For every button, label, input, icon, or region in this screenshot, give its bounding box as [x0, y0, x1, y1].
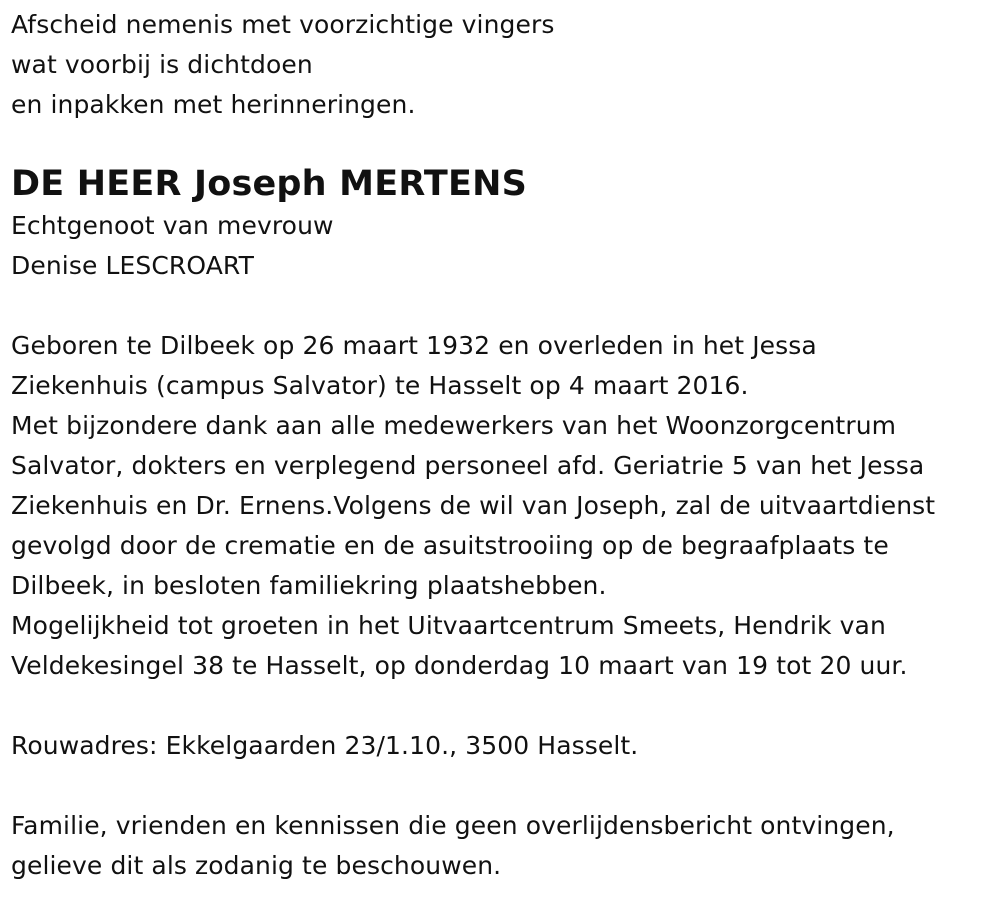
poem — [11, 5, 991, 125]
announcement-line: Veldekesingel 38 te Hasselt, op donderdag 10 maart van 19 tot 20 uur. — [11, 651, 908, 680]
spouse-info — [11, 206, 991, 286]
mourning-address — [11, 726, 991, 766]
announcement-line: Mogelijkheid tot groeten in het Uitvaartcentrum Smeets, Hendrik van — [11, 611, 886, 640]
poem-line: wat voorbij is dichtdoen — [11, 50, 313, 79]
announcement-text — [11, 326, 991, 686]
address-line: Rouwadres: Ekkelgaarden 23/1.10., 3500 Hasselt. — [11, 731, 639, 760]
announcement-line: Geboren te Dilbeek op 26 maart 1932 en overleden in het Jessa — [11, 331, 817, 360]
announcement-line: Salvator, dokters en verplegend personeel afd. Geriatrie 5 van het Jessa — [11, 451, 925, 480]
closing-line: Familie, vrienden en kennissen die geen overlijdensbericht ontvingen, — [11, 811, 895, 840]
announcement-line: Dilbeek, in besloten familiekring plaatshebben. — [11, 571, 607, 600]
spouse-line: Echtgenoot van mevrouw — [11, 211, 334, 240]
poem-line: Afscheid nemenis met voorzichtige vingers — [11, 10, 555, 39]
announcement-line: Met bijzondere dank aan alle medewerkers van het Woonzorgcentrum — [11, 411, 897, 440]
closing-line: gelieve dit als zodanig te beschouwen. — [11, 851, 502, 880]
announcement-line: Ziekenhuis en Dr. Ernens.Volgens de wil van Joseph, zal de uitvaartdienst — [11, 491, 936, 520]
spouse-line: Denise LESCROART — [11, 251, 254, 280]
obituary-notice — [11, 5, 991, 886]
closing-note — [11, 806, 991, 886]
deceased-name: DE HEER Joseph MERTENS — [11, 164, 527, 204]
announcement-line: Ziekenhuis (campus Salvator) te Hasselt op 4 maart 2016. — [11, 371, 749, 400]
poem-line: en inpakken met herinneringen. — [11, 90, 416, 119]
announcement-line: gevolgd door de crematie en de asuitstrooiing op de begraafplaats te — [11, 531, 889, 560]
